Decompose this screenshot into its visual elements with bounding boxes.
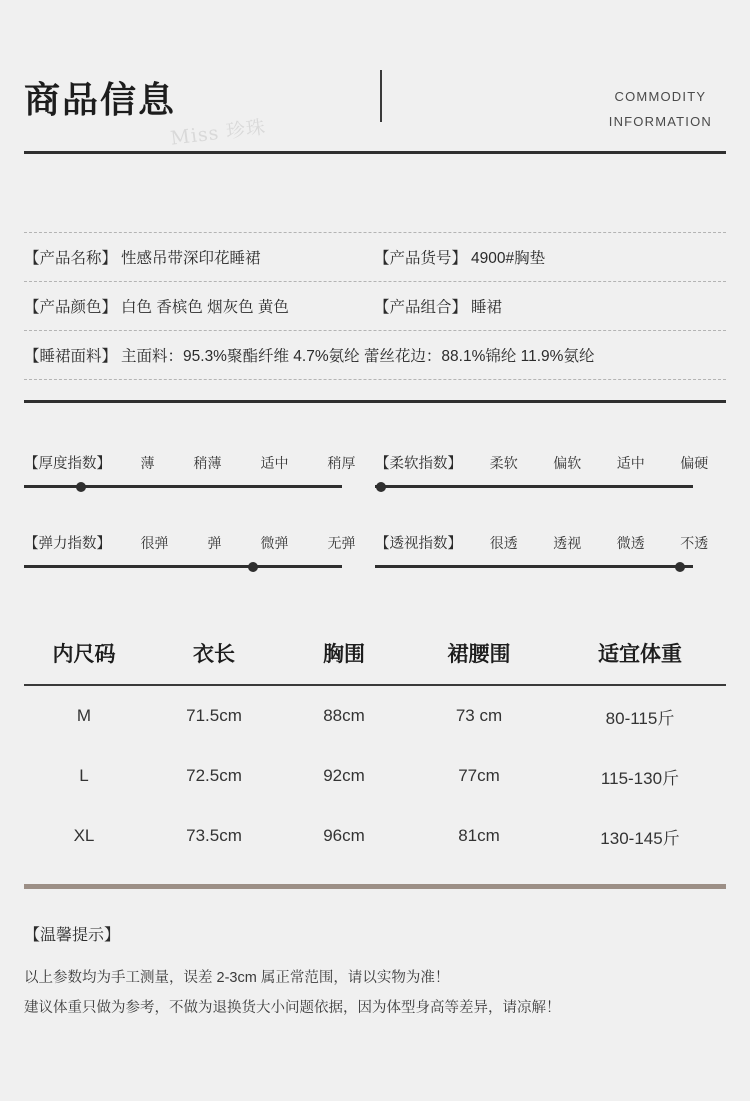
header-rule	[24, 151, 726, 154]
cell-size: M	[76, 706, 92, 725]
notes-title: 【温馨提示】	[24, 927, 121, 944]
size-table	[24, 622, 726, 866]
index-option: 很弹	[140, 535, 169, 551]
cell-waist: 77cm	[458, 766, 500, 785]
cell-size: XL	[73, 826, 95, 845]
info-cell-product-name	[24, 246, 374, 268]
info-cell-fabric	[24, 344, 594, 366]
english-title-line1: COMMODITY	[614, 89, 707, 104]
info-label: 【产品名称】	[24, 250, 118, 267]
info-row	[24, 282, 726, 330]
column-header: 胸围	[323, 643, 365, 666]
index-transparency	[375, 532, 726, 568]
info-value: 主面料：95.3%聚酯纤维 4.7%氨纶 蕾丝花边：88.1%锦纶 11.9%氨纶	[121, 348, 595, 365]
index-row	[24, 452, 726, 488]
notes-line-2: 建议体重只做为参考，不做为退换货大小问题依据，因为体型身高等差异，请凉解！	[24, 1000, 561, 1016]
cell-bust: 88cm	[323, 706, 365, 725]
index-option: 薄	[140, 455, 155, 471]
index-label: 【透视指数】	[375, 536, 462, 552]
index-softness	[375, 452, 726, 488]
column-header: 内尺码	[52, 643, 116, 666]
info-label: 【产品颜色】	[24, 299, 118, 316]
cell-weight: 80-115斤	[605, 708, 675, 728]
english-title-line2: INFORMATION	[608, 114, 712, 129]
table-row	[24, 806, 726, 866]
info-value: 睡裙	[471, 299, 503, 316]
index-bar	[24, 565, 342, 568]
index-marker	[675, 562, 685, 572]
english-title	[609, 84, 712, 134]
cell-waist: 81cm	[458, 826, 500, 845]
index-option: 稍厚	[327, 455, 356, 471]
index-option: 稍薄	[193, 455, 222, 471]
index-marker	[248, 562, 258, 572]
index-option: 无弹	[327, 535, 356, 551]
section-rule	[24, 400, 726, 403]
index-option: 微透	[616, 535, 645, 551]
cell-waist: 73 cm	[455, 706, 503, 725]
info-value: 性感吊带深印花睡裙	[121, 250, 261, 267]
page-title: 商品信息	[24, 80, 177, 121]
cell-length: 72.5cm	[186, 766, 242, 785]
index-marker	[76, 482, 86, 492]
index-bar	[375, 485, 693, 488]
index-label: 【厚度指数】	[24, 456, 111, 472]
index-option: 透视	[553, 535, 582, 551]
index-option: 适中	[260, 455, 289, 471]
info-value: 4900#胸垫	[471, 250, 546, 267]
index-bar	[375, 565, 693, 568]
info-cell-product-color	[24, 295, 374, 317]
accent-bar	[24, 884, 726, 889]
index-label: 【柔软指数】	[375, 456, 462, 472]
notes-section	[24, 922, 726, 1023]
index-option: 偏软	[553, 455, 582, 471]
cell-bust: 92cm	[323, 766, 365, 785]
info-row	[24, 331, 726, 379]
index-elasticity	[24, 532, 375, 568]
column-header: 裙腰围	[447, 643, 511, 666]
cell-length: 73.5cm	[186, 826, 242, 845]
index-option: 很透	[489, 535, 518, 551]
index-option: 适中	[616, 455, 645, 471]
info-value: 白色 香槟色 烟灰色 黄色	[121, 299, 289, 316]
cell-bust: 96cm	[323, 826, 365, 845]
info-label: 【产品货号】	[374, 250, 468, 267]
info-cell-product-set	[374, 295, 502, 317]
info-cell-product-code	[374, 246, 545, 268]
index-section	[24, 452, 726, 612]
cell-weight: 130-145斤	[600, 828, 680, 848]
divider-dashed	[24, 379, 726, 380]
index-option: 柔软	[489, 455, 518, 471]
cell-length: 71.5cm	[186, 706, 242, 725]
product-info-list	[24, 232, 726, 380]
index-thickness	[24, 452, 375, 488]
index-row	[24, 532, 726, 568]
index-marker	[376, 482, 386, 492]
cell-weight: 115-130斤	[600, 768, 680, 788]
watermark: Miss 珍珠	[169, 116, 268, 150]
page-header	[0, 0, 750, 160]
column-header: 适宜体重	[598, 643, 682, 666]
column-header: 衣长	[193, 643, 235, 666]
cell-size: L	[79, 766, 89, 785]
title-divider	[380, 70, 382, 122]
info-label: 【产品组合】	[374, 299, 468, 316]
index-option: 不透	[680, 535, 709, 551]
notes-line-1: 以上参数均为手工测量，误差 2-3cm 属正常范围，请以实物为准！	[24, 970, 450, 986]
table-row	[24, 686, 726, 746]
index-option: 微弹	[260, 535, 289, 551]
index-label: 【弹力指数】	[24, 536, 111, 552]
table-header-row	[24, 622, 726, 684]
index-option: 弹	[207, 535, 222, 551]
index-option: 偏硬	[680, 455, 709, 471]
table-row	[24, 746, 726, 806]
index-bar	[24, 485, 342, 488]
info-label: 【睡裙面料】	[24, 348, 118, 365]
info-row	[24, 233, 726, 281]
